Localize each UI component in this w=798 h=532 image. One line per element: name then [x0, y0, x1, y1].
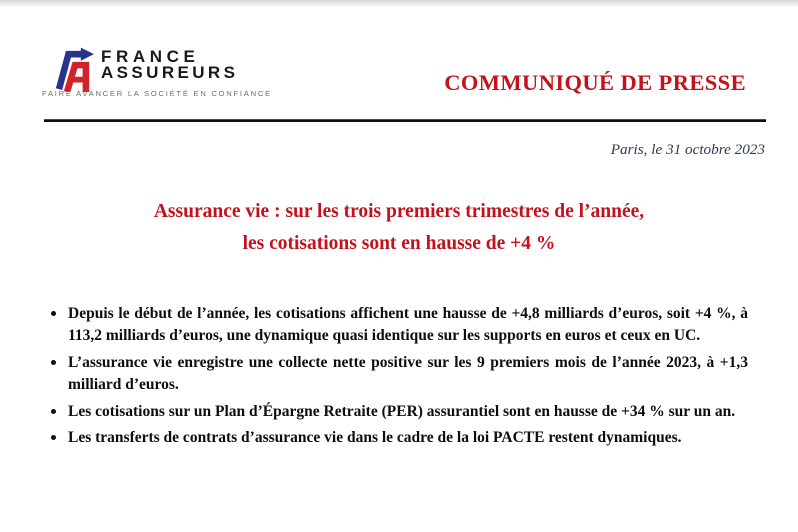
bullet-dot-icon — [51, 360, 56, 365]
list-item — [51, 303, 748, 348]
logo-wordmark — [101, 49, 238, 80]
france-assureurs-logo-icon — [52, 44, 98, 92]
title-line-1: Assurance vie : sur les trois premiers trimestres de l’année, — [153, 201, 645, 222]
page-title — [0, 196, 798, 259]
bullet-dot-icon — [51, 435, 56, 440]
bullet-dot-icon — [51, 311, 56, 316]
list-item-text: Depuis le début de l’année, les cotisations affichent une hausse de +4,8 milliards d’euros, soit +4 %, à 113,2 milliards d’euros, une dynamique quasi identique sur les supports en euros et ceux en UC. — [68, 305, 748, 345]
key-points-list — [51, 303, 748, 453]
title-line-2: les cotisations sont en hausse de +4 % — [242, 232, 556, 254]
header-divider — [44, 119, 766, 122]
logo-line-france: FRANCE — [101, 47, 200, 66]
top-shadow — [0, 0, 798, 7]
list-item-text: Les transferts de contrats d’assurance vie dans le cadre de la loi PACTE restent dynamiques. — [68, 429, 682, 447]
list-item — [51, 352, 748, 397]
list-item — [51, 427, 748, 449]
dateline: Paris, le 31 octobre 2023 — [610, 141, 765, 158]
list-item-text: L’assurance vie enregistre une collecte nette positive sur les 9 premiers mois de l’année 2023, à +1,3 milliard d’euros. — [68, 353, 748, 394]
document-type-heading: COMMUNIQUÉ DE PRESSE — [444, 70, 746, 95]
logo-tagline: FAIRE AVANCER LA SOCIÉTÉ EN CONFIANCE — [42, 89, 272, 98]
bullet-dot-icon — [51, 409, 56, 414]
logo-line-assureurs: ASSUREURS — [101, 62, 239, 82]
list-item-text: Les cotisations sur un Plan d’Épargne Retraite (PER) assurantiel sont en hausse de +34 % sur un an. — [68, 402, 736, 420]
list-item — [51, 401, 748, 423]
